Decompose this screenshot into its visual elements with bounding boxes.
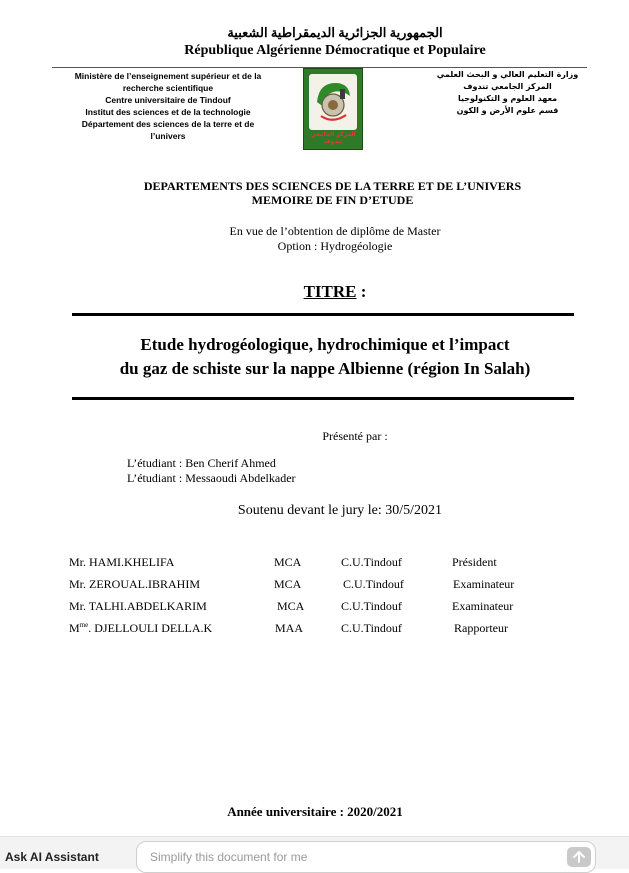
memoire-line: MEMOIRE DE FIN D’ETUDE [251, 193, 414, 207]
student-line: L’étudiant : Ben Cherif Ahmed [127, 456, 276, 470]
ministry-line: Département des sciences de la terre et de [81, 119, 255, 129]
arabic-republic-heading: الجمهورية الجزائرية الديمقراطية الشعبية [227, 25, 443, 40]
academic-year: Année universitaire : 2020/2021 [227, 804, 403, 819]
jury-title-superscript: me [79, 621, 89, 629]
title-colon: : [356, 282, 367, 301]
jury-grade: MCA [274, 577, 302, 591]
title-rule-top [72, 313, 574, 316]
jury-grade: MCA [274, 555, 302, 569]
ministry-line-arabic: المركز الجامعي تندوف [463, 82, 552, 91]
logo-caption: المركز الجامعي تندوف [310, 131, 356, 145]
logo-emblem-icon [309, 74, 357, 130]
jury-institution: C.U.Tindouf [341, 599, 402, 613]
ministry-line: Ministère de l’enseignement supérieur et de la [74, 71, 262, 81]
ministry-line: recherche scientifique [122, 83, 214, 93]
ministry-line-arabic: قسم علوم الأرض و الكون [456, 106, 559, 115]
ministry-line-arabic: معهد العلوم و التكنولوجيا [457, 94, 558, 103]
jury-role: Examinateur [453, 577, 515, 591]
department-heading [80, 179, 585, 207]
jury-role: Rapporteur [454, 621, 508, 635]
ministry-line: l’univers [150, 131, 186, 141]
french-republic-heading: République Algérienne Démocratique et Populaire [184, 43, 486, 58]
jury-role: Examinateur [452, 599, 514, 613]
thesis-subject [60, 333, 590, 381]
university-logo [303, 68, 363, 150]
jury-institution: C.U.Tindouf [341, 621, 402, 635]
jury-institution: C.U.Tindouf [341, 555, 402, 569]
student-line: L’étudiant : Messaoudi Abdelkader [127, 471, 296, 485]
send-button[interactable] [567, 847, 591, 867]
jury-name: Mr. TALHI.ABDELKARIM [69, 599, 207, 613]
department-line: DEPARTEMENTS DES SCIENCES DE LA TERRE ET DE L’UNIVERS [143, 179, 522, 193]
option-line: Option : Hydrogéologie [277, 239, 393, 253]
jury-grade: MAA [275, 621, 304, 635]
jury-grade: MCA [277, 599, 305, 613]
title-word: TITRE [303, 282, 357, 301]
ai-assistant-input[interactable] [136, 841, 596, 873]
logo-emblem [309, 74, 357, 130]
degree-line: En vue de l’obtention de diplôme de Master [229, 224, 441, 238]
defense-date: Soutenu devant le jury le: 30/5/2021 [237, 503, 443, 518]
ministry-line: Institut des sciences et de la technologie [85, 107, 251, 117]
jury-title-prefix: M [69, 621, 80, 635]
jury-institution: C.U.Tindouf [343, 577, 404, 591]
title-rule-bottom [72, 397, 574, 400]
title-label [270, 282, 400, 302]
jury-name-text: . DJELLOULI DELLA.K [88, 621, 213, 635]
subject-line: du gaz de schiste sur la nappe Albienne (région In Salah) [119, 359, 531, 378]
ai-assistant-bar [0, 836, 629, 869]
jury-role: Président [452, 555, 497, 569]
ministry-line: Centre universitaire de Tindouf [105, 95, 231, 105]
ministry-block-french [58, 70, 278, 142]
subject-line: Etude hydrogéologique, hydrochimique et l’impact [140, 335, 510, 354]
send-arrow-icon [567, 847, 591, 867]
ministry-line-arabic: وزارة التعليم العالي و البحث العلمي [436, 70, 579, 79]
purpose-block [150, 224, 520, 254]
jury-name: Mr. HAMI.KHELIFA [69, 555, 175, 569]
jury-name: Mr. ZEROUAL.IBRAHIM [69, 577, 200, 591]
ministry-block-arabic [425, 69, 590, 117]
presented-by: Présenté par : [322, 429, 388, 443]
ai-assistant-label: Ask AI Assistant [5, 850, 99, 864]
jury-name [69, 621, 212, 636]
